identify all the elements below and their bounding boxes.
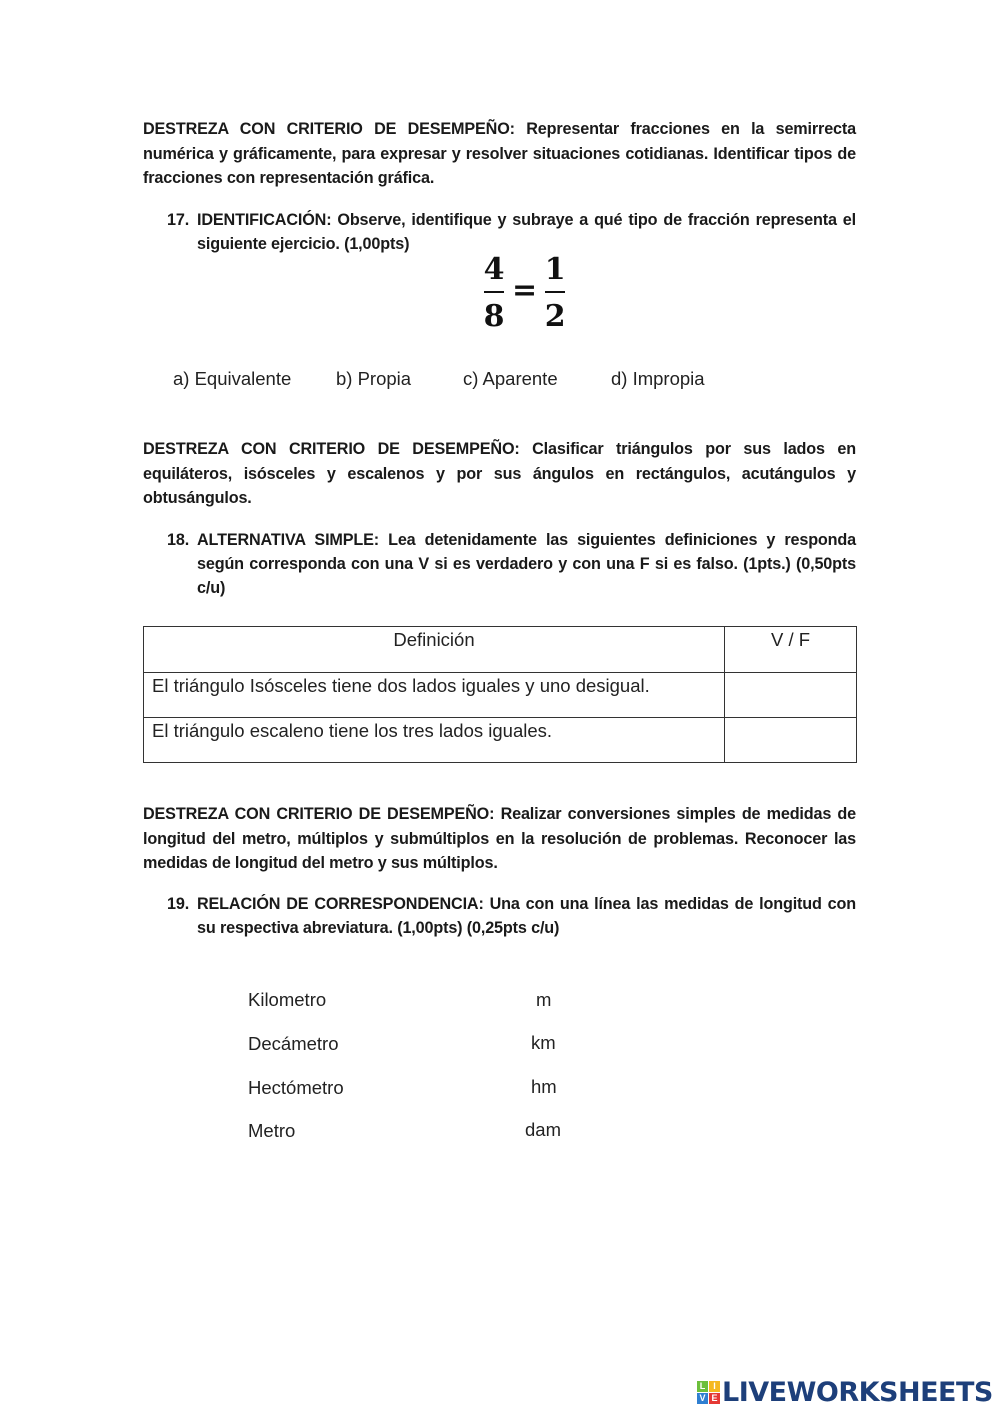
question-text: RELACIÓN DE CORRESPONDENCIA: Una con una línea las medidas de longitud con su respectiva abreviatura. (1,00pts) (0,25pts c/u) [197, 895, 856, 937]
definition-cell: El triángulo Isósceles tiene dos lados iguales y uno desigual. [144, 673, 725, 718]
header-vf: V / F [725, 627, 857, 673]
numerator: 4 [483, 252, 505, 287]
question-19 [167, 892, 856, 940]
question-number: 19. [167, 895, 190, 913]
table-row [144, 673, 857, 718]
question-18 [167, 528, 856, 600]
unit-name[interactable]: Decámetro [248, 1033, 339, 1054]
competency-lead: DESTREZA CON CRITERIO DE DESEMPEÑO: [143, 440, 520, 458]
fraction-bar [545, 291, 565, 293]
option-c[interactable]: c) Aparente [463, 368, 558, 389]
question-text: ALTERNATIVA SIMPLE: Lea detenidamente las siguientes definiciones y responda según corresponda con una V si es verdadero y con una F si es falso. (1pts.) (0,50pts c/u) [197, 531, 856, 597]
unit-abbreviation[interactable]: hm [531, 1076, 557, 1097]
competency-text: Clasificar triángulos por sus lados en equiláteros, isósceles y escalenos y por sus ángulos en rectángulos, acutángulos y obtusángulos. [143, 440, 856, 507]
numerator: 1 [544, 252, 566, 287]
denominator: 8 [483, 299, 505, 334]
unit-abbreviation[interactable]: km [531, 1032, 556, 1053]
option-b[interactable]: b) Propia [336, 368, 412, 389]
logo-letter-e: E [709, 1393, 720, 1404]
logo-letter-i: I [709, 1381, 720, 1392]
option-d[interactable]: d) Impropia [611, 368, 705, 389]
competency-lead: DESTREZA CON CRITERIO DE DESEMPEÑO: [143, 805, 495, 823]
question-17 [167, 208, 856, 256]
header-definition: Definición [144, 627, 725, 673]
unit-name[interactable]: Hectómetro [248, 1077, 344, 1098]
true-false-table [143, 626, 857, 763]
answer-cell[interactable] [725, 673, 857, 718]
competency-paragraph-1 [143, 117, 856, 191]
table-header-row [144, 627, 857, 673]
question-text: IDENTIFICACIÓN: Observe, identifique y subraye a qué tipo de fracción representa el siguiente ejercicio. (1,00pts) [197, 211, 856, 253]
unit-name[interactable]: Kilometro [248, 989, 327, 1010]
logo-icon [697, 1381, 720, 1404]
fraction-1-2 [543, 252, 567, 334]
equals-sign: = [512, 272, 538, 308]
competency-lead: DESTREZA CON CRITERIO DE DESEMPEÑO: [143, 120, 515, 138]
unit-name[interactable]: Metro [248, 1120, 296, 1141]
competency-text: Representar fracciones en la semirrecta numérica y gráficamente, para expresar y resolver situaciones cotidianas. Identificar tipos de fracciones con representación gráfica. [143, 120, 856, 187]
unit-abbreviation[interactable]: m [536, 989, 552, 1010]
fraction-equation [482, 252, 567, 334]
option-a[interactable]: a) Equivalente [173, 368, 292, 389]
denominator: 2 [544, 299, 566, 334]
table-row [144, 718, 857, 763]
logo-letter-l: L [697, 1381, 708, 1392]
logo-text: LIVEWORKSHEETS [722, 1377, 993, 1408]
fraction-4-8 [482, 252, 506, 334]
definition-cell: El triángulo escaleno tiene los tres lados iguales. [144, 718, 725, 763]
fraction-bar [484, 291, 504, 293]
competency-paragraph-3 [143, 802, 856, 876]
question-number: 18. [167, 531, 190, 549]
competency-paragraph-2 [143, 437, 856, 511]
liveworksheets-logo [697, 1379, 993, 1406]
unit-abbreviation[interactable]: dam [525, 1119, 561, 1140]
answer-cell[interactable] [725, 718, 857, 763]
competency-text: Realizar conversiones simples de medidas de longitud del metro, múltiplos y submúltiplos en la resolución de problemas. Reconocer las medidas de longitud del metro y sus múltiplos. [143, 805, 856, 872]
logo-letter-v: V [697, 1393, 708, 1404]
question-number: 17. [167, 211, 190, 229]
